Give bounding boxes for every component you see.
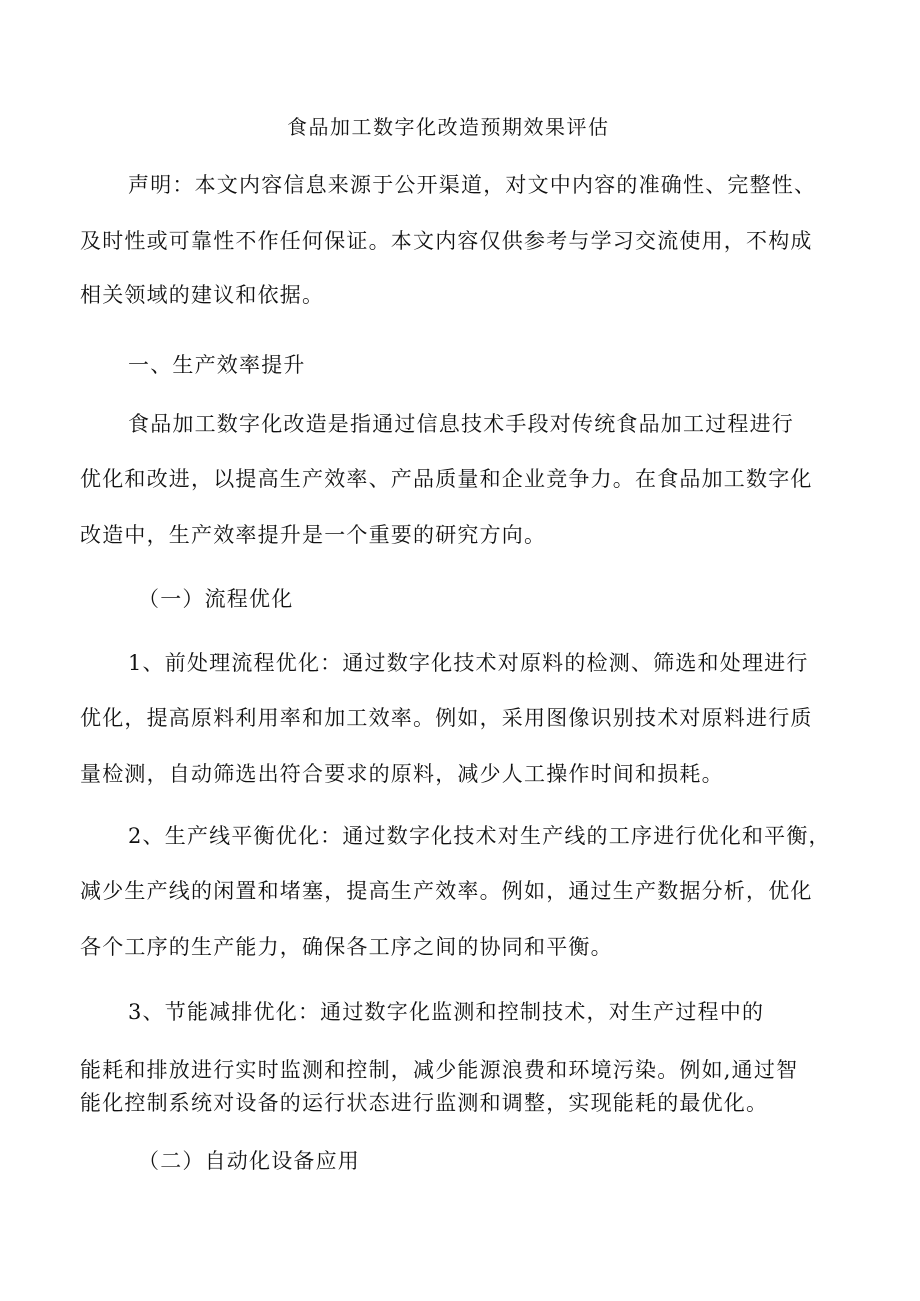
item2-line-2: 减少生产线的闲置和堵塞，提高生产效率。例如，通过生产数据分析，优化	[80, 879, 813, 903]
item1-line-2: 优化，提高原料利用率和加工效率。例如，采用图像识别技术对原料进行质	[80, 706, 813, 730]
section-heading: 一、生产效率提升	[128, 353, 306, 377]
disclaimer-line-1: 声明：本文内容信息来源于公开渠道，对文中内容的准确性、完整性、	[128, 173, 817, 197]
intro-line-2: 优化和改进，以提高生产效率、产品质量和企业竞争力。在食品加工数字化	[80, 467, 813, 491]
intro-line-3: 改造中，生产效率提升是一个重要的研究方向。	[80, 523, 547, 547]
item3-line-1: 3、节能减排优化：通过数字化监测和控制技术，对生产过程中的	[128, 1000, 765, 1024]
subsection-heading-1: （一）流程优化	[138, 587, 294, 611]
item3-line-2: 能耗和排放进行实时监测和控制，减少能源浪费和环境污染。例如,通过智	[80, 1058, 799, 1082]
document-title: 食品加工数字化改造预期效果评估	[287, 115, 610, 139]
item1-line-1: 1、前处理流程优化：通过数字化技术对原料的检测、筛选和处理进行	[128, 651, 809, 675]
item2-line-3: 各个工序的生产能力，确保各工序之间的协同和平衡。	[80, 935, 613, 959]
item1-line-3: 量检测，自动筛选出符合要求的原料，减少人工操作时间和损耗。	[80, 762, 724, 786]
item2-line-1: 2、生产线平衡优化：通过数字化技术对生产线的工序进行优化和平衡，	[128, 824, 831, 848]
subsection-heading-2: （二）自动化设备应用	[138, 1149, 360, 1173]
intro-line-1: 食品加工数字化改造是指通过信息技术手段对传统食品加工过程进行	[128, 412, 794, 436]
disclaimer-line-2: 及时性或可靠性不作任何保证。本文内容仅供参考与学习交流使用，不构成	[80, 229, 813, 253]
item3-line-3: 能化控制系统对设备的运行状态进行监测和调整，实现能耗的最优化。	[80, 1091, 769, 1115]
disclaimer-line-3: 相关领域的建议和依据。	[80, 283, 325, 307]
